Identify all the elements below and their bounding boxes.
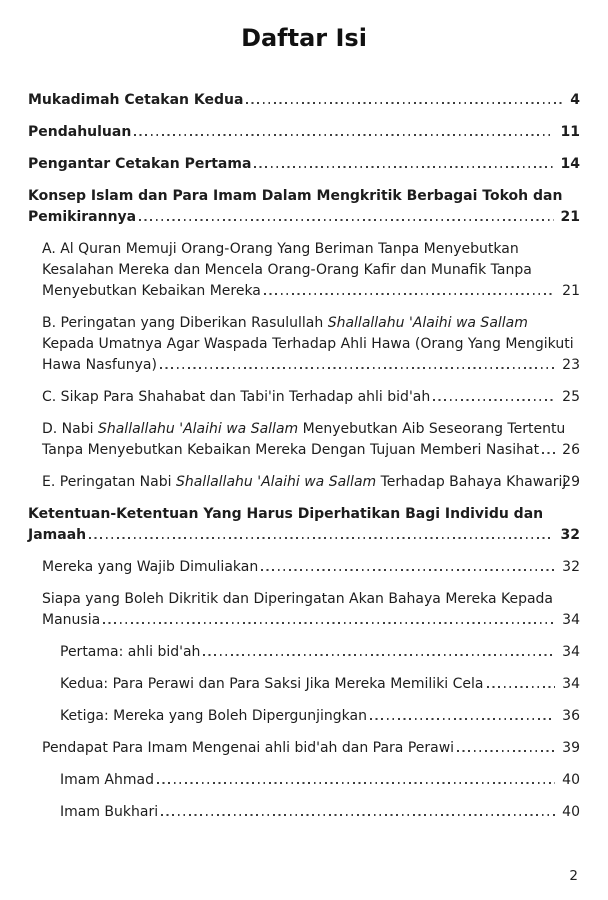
toc-entry-text [60, 804, 158, 820]
dot-leader [254, 166, 553, 168]
toc-text-segment: D. Nabi [42, 421, 98, 437]
toc-entry [28, 90, 580, 111]
toc-entry-page-number: 4 [570, 92, 580, 108]
toc-text-segment: Imam Bukhari [60, 804, 159, 820]
toc-entry [28, 504, 580, 546]
toc-text-segment: Imam Ahmad [60, 772, 154, 788]
toc-entry-page-number: 25 [562, 389, 580, 405]
dot-leader [264, 293, 555, 295]
dot-leader [542, 452, 555, 454]
toc-text-segment: B. Peringatan yang Diberikan Rasulullah [42, 315, 328, 331]
toc-text-segment: Pendahuluan [28, 124, 132, 140]
toc-entry-page-number: 11 [560, 124, 580, 140]
toc-entry-page-number: 40 [562, 772, 580, 788]
toc-entry [28, 419, 580, 461]
dot-leader [487, 686, 556, 688]
toc-entry-text [28, 124, 131, 140]
toc-entry [28, 557, 580, 578]
toc-entry-page-number: 40 [562, 804, 580, 820]
toc-entry-page-number: 23 [562, 357, 580, 373]
toc-entry [28, 387, 580, 408]
toc-text-segment: Konsep Islam dan Para Imam Dalam Mengkritik Berbagai Tokoh dan Pemikirannya [28, 188, 563, 225]
toc-entry [28, 472, 580, 493]
toc-entry-page-number: 21 [560, 209, 580, 225]
toc-text-segment: Ketiga: Mereka yang Boleh Dipergunjingkan [60, 708, 367, 724]
toc-entry-page-number: 21 [562, 283, 580, 299]
dot-leader [261, 569, 555, 571]
dot-leader [370, 718, 555, 720]
toc-text-segment: A. Al Quran Memuji Orang-Orang Yang Beriman Tanpa Menyebutkan Kesalahan Mereka dan Mencela Orang-Orang Kafir dan Munafik Tanpa Menyebutkan Kebaikan Mereka [42, 241, 532, 299]
dot-leader [139, 219, 553, 221]
toc-text-italic-segment: Shallallahu 'Alaihi wa Sallam [175, 474, 377, 490]
toc-entry-text [42, 315, 574, 373]
toc-entry [28, 313, 580, 376]
toc-entry-text [28, 92, 243, 108]
toc-entry [28, 706, 580, 727]
dot-leader [433, 399, 555, 401]
toc-text-italic-segment: Shallallahu 'Alaihi wa Sallam [97, 421, 299, 437]
toc-entry [28, 642, 580, 663]
dot-leader [103, 622, 555, 624]
toc-entry-text [28, 156, 251, 172]
toc-entry-page-number: 34 [562, 644, 580, 660]
dot-leader [160, 367, 555, 369]
toc-text-italic-segment: Shallallahu 'Alaihi wa Sallam [327, 315, 528, 331]
toc-text-segment: Siapa yang Boleh Dikritik dan Diperingatan Akan Bahaya Mereka Kepada Manusia [42, 591, 553, 628]
toc-entry-text [42, 474, 566, 490]
toc-entry-text [60, 772, 154, 788]
toc-entry-text [42, 389, 430, 405]
toc-text-segment: Pengantar Cetakan Pertama [28, 156, 252, 172]
toc-entry-page-number: 14 [560, 156, 580, 172]
toc-entry-page-number: 34 [562, 676, 580, 692]
toc-entry [28, 186, 580, 228]
dot-leader [203, 654, 555, 656]
page-number: 2 [569, 868, 578, 884]
toc-text-segment: Pendapat Para Imam Mengenai ahli bid'ah dan Para Perawi [42, 740, 455, 756]
toc-entry-text [42, 740, 454, 756]
toc-entry-text [42, 241, 532, 299]
toc-entry-page-number: 36 [562, 708, 580, 724]
toc-text-segment: Menyebutkan Aib Seseorang Tertentu Tanpa Menyebutkan Kebaikan Mereka Dengan Tujuan Memberi Nasihat [42, 421, 566, 458]
toc-list [28, 90, 580, 823]
dot-leader [89, 537, 553, 539]
toc-entry-page-number: 32 [562, 559, 580, 575]
toc-entry [28, 770, 580, 791]
toc-entry-text [42, 559, 258, 575]
dot-leader [157, 782, 555, 784]
toc-entry [28, 154, 580, 175]
toc-entry-text [42, 421, 565, 458]
dot-leader [161, 814, 555, 816]
toc-text-segment: Kepada Umatnya Agar Waspada Terhadap Ahli Hawa (Orang Yang Mengikuti Hawa Nasfunya) [42, 336, 574, 373]
toc-text-segment: C. Sikap Para Shahabat dan Tabi'in Terhadap ahli bid'ah [42, 389, 431, 405]
toc-entry-page-number: 39 [562, 740, 580, 756]
toc-entry-text [60, 644, 200, 660]
toc-entry-page-number: 32 [560, 527, 580, 543]
toc-entry [28, 738, 580, 759]
dot-leader [246, 102, 563, 104]
toc-text-segment: Kedua: Para Perawi dan Para Saksi Jika Mereka Memiliki Cela [60, 676, 484, 692]
page-title: Daftar Isi [241, 24, 367, 52]
toc-text-segment: Ketentuan-Ketentuan Yang Harus Diperhatikan Bagi Individu dan Jamaah [28, 506, 544, 543]
toc-entry-text [60, 708, 367, 724]
toc-entry [28, 122, 580, 143]
toc-text-segment: Terhadap Bahaya Khawarij [376, 474, 567, 490]
toc-text-segment: Mukadimah Cetakan Kedua [28, 92, 244, 108]
toc-entry [28, 239, 580, 302]
toc-entry-page-number: 34 [562, 612, 580, 628]
toc-text-segment: E. Peringatan Nabi [42, 474, 176, 490]
toc-text-segment: Pertama: ahli bid'ah [60, 644, 201, 660]
toc-entry-page-number: 29 [562, 474, 580, 490]
toc-entry [28, 674, 580, 695]
toc-entry-page-number: 26 [562, 442, 580, 458]
toc-text-segment: Mereka yang Wajib Dimuliakan [42, 559, 259, 575]
toc-entry-text [60, 676, 484, 692]
dot-leader [457, 750, 555, 752]
toc-entry [28, 802, 580, 823]
toc-entry [28, 589, 580, 631]
dot-leader [134, 134, 553, 136]
